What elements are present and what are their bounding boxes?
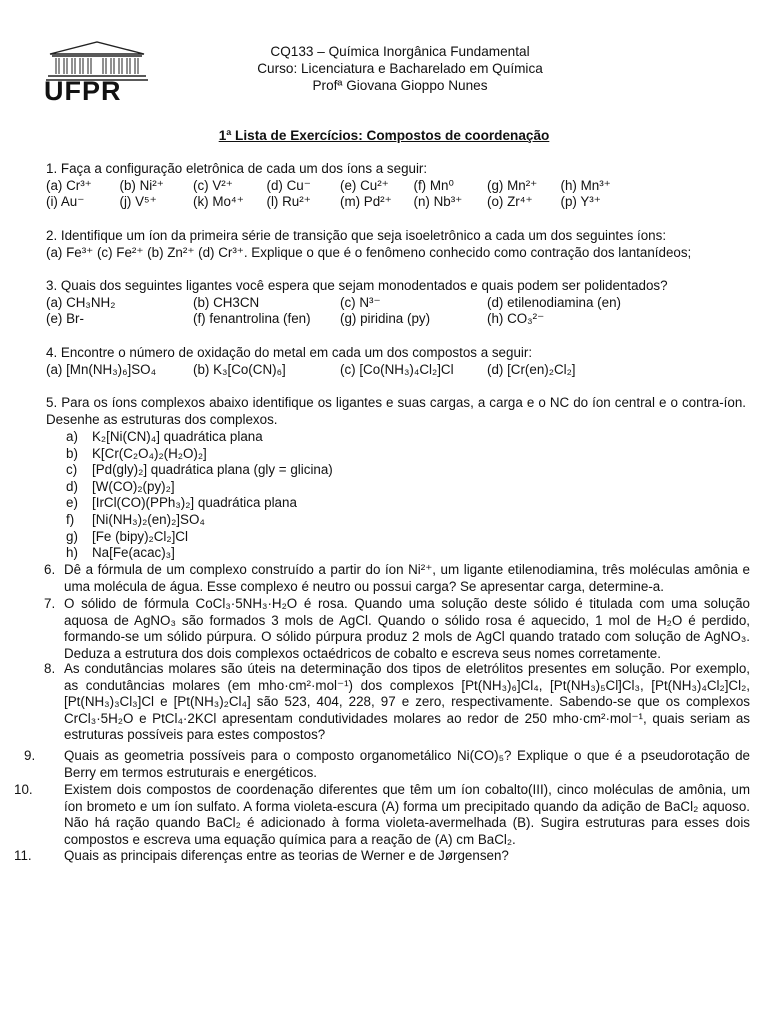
ion-item: (n) Nb³⁺ <box>413 194 463 209</box>
ligand-item: (e) Br- <box>46 311 84 326</box>
question-3 <box>46 278 746 328</box>
question-11 <box>14 848 750 865</box>
ligand-item: (a) CH₃NH₂ <box>46 294 116 310</box>
question-6 <box>44 562 750 595</box>
page-title: 1ª Lista de Exercícios: Compostos de coordenação <box>218 128 550 143</box>
question-10 <box>14 782 750 848</box>
question-number: 11. <box>14 848 32 863</box>
ion-item: (i) Au⁻ <box>46 194 85 209</box>
ligand-item: (g) piridina (py) <box>340 311 431 326</box>
ion-item: (d) Cu⁻ <box>266 177 311 193</box>
ion-row-2 <box>46 194 746 211</box>
compound-item: (d) [Cr(en)₂Cl₂] <box>487 361 576 377</box>
ion-item: (o) Zr⁴⁺ <box>487 194 533 209</box>
question-text: 2. Identifique um íon da primeira série de transição que seja isoeletrônico a cada um dos seguintes íons: <box>46 228 667 243</box>
ion-item: (p) Y³⁺ <box>560 194 601 209</box>
ion-item: (g) Mn²⁺ <box>487 177 538 193</box>
question-number: 9. <box>24 748 36 763</box>
ion-item: (m) Pd²⁺ <box>340 194 392 209</box>
question-text: Quais as geometria possíveis para o composto organometálico Ni(CO)₅? Explique o que é a pseudorotação de Berry em termos estruturais e energéticos. <box>64 748 750 780</box>
list-item: f) [Ni(NH₃)₂(en)₂]SO₄ <box>66 511 205 527</box>
compound-item: (a) [Mn(NH₃)₆]SO₄ <box>46 361 157 377</box>
ligand-item: (c) N³⁻ <box>340 294 381 310</box>
list-item: g) [Fe (bipy)₂Cl₂]Cl <box>66 528 188 544</box>
list-item: d) [W(CO)₂(py)₂] <box>66 478 175 494</box>
question-number: 7. <box>44 596 56 611</box>
question-text: 4. Encontre o número de oxidação do metal em cada um dos compostos a seguir: <box>46 345 533 360</box>
ion-row-1 <box>46 178 746 195</box>
question-number: 10. <box>14 782 33 797</box>
question-4 <box>46 345 746 378</box>
ion-item: (e) Cu²⁺ <box>340 177 389 193</box>
list-item: a) K₂[Ni(CN)₄] quadrática plana <box>66 429 263 444</box>
question-number: 6. <box>44 562 56 577</box>
question-text: 1. Faça a configuração eletrônica de cada um dos íons a seguir: <box>46 161 428 176</box>
question-7 <box>44 596 750 662</box>
compound-item: (c) [Co(NH₃)₄Cl₂]Cl <box>340 361 454 377</box>
ion-item: (k) Mo⁴⁺ <box>193 194 244 209</box>
list-item: e) [IrCl(CO)(PPh₃)₂] quadrática plana <box>66 495 297 511</box>
question-text: O sólido de fórmula CoCl₃·5NH₃·H₂O é rosa. Quando uma solução deste sólido é titulada com uma solução aquosa de AgNO₃ são formados 3 mols de AgCl. Quando o sólido rosa é aquecido, 1 mol de H₂O é perdido, formando-se um sólido púrpura. O sólido púrpura produz 2 mols de AgCl quando tratado com solução de AgNO₃. Deduza a estrutura dos dois complexos octaédricos de cobalto e escreva seus nomes corretamente. <box>64 596 750 661</box>
document-header <box>160 43 640 94</box>
ion-item: (l) Ru²⁺ <box>266 194 311 209</box>
ufpr-logo <box>42 40 152 104</box>
question-subtext: (a) Fe³⁺ (c) Fe²⁺ (b) Zn²⁺ (d) Cr³⁺. Explique o que é o fenômeno conhecido como contração dos lantanídeos; <box>46 244 692 260</box>
list-item: c) [Pd(gly)₂] quadrática plana (gly = glicina) <box>66 462 333 478</box>
question-text: Dê a fórmula de um complexo construído a partir do íon Ni²⁺, um ligante etilenodiamina, três moléculas amônia e uma molécula de água. Esse complexo é neutro ou possui carga? Se apresentar carga, determine-a. <box>64 562 750 594</box>
question-number: 8. <box>44 661 56 676</box>
professor-name: Profª Giovana Gioppo Nunes <box>312 78 488 93</box>
course-code: CQ133 – Química Inorgânica Fundamental <box>270 44 530 59</box>
ion-item: (b) Ni²⁺ <box>119 177 164 193</box>
ion-item: (c) V²⁺ <box>193 177 233 193</box>
question-9 <box>24 748 750 781</box>
question-text: Existem dois compostos de coordenação diferentes que têm um íon cobalto(III), cinco moléculas de amônia, um íon brometo e um íon sulfato. A forma violeta-escura (A) forma um precipitado quando da adição de BaCl₂ aquoso. Não há ração quando BaCl₂ é adicionado à forma violeta-avermelhada (B). Sugira estruturas para esses dois compostos e escreva uma equação química para a reação de (A) cm BaCl₂. <box>64 782 750 847</box>
question-8 <box>44 661 750 744</box>
ion-item: (f) Mn⁰ <box>413 177 454 193</box>
question-text: Quais as principais diferenças entre as teorias de Werner e de Jørgensen? <box>64 848 509 863</box>
ion-item: (a) Cr³⁺ <box>46 177 92 193</box>
question-text: 3. Quais dos seguintes ligantes você espera que sejam monodentados e quais podem ser polidentados? <box>46 278 668 293</box>
logo-text: UFPR <box>44 76 122 106</box>
compound-item: (b) K₃[Co(CN)₆] <box>193 361 286 377</box>
ligand-item: (h) CO₃²⁻ <box>487 311 545 326</box>
question-1 <box>46 161 746 211</box>
question-5 <box>46 395 746 428</box>
question-text: As condutâncias molares são úteis na determinação dos tipos de eletrólitos presentes em solução. Por exemplo, as condutâncias molares (em mho·cm²·mol⁻¹) dos complexos [Pt(NH₃)₆]Cl₄, [Pt(NH₃)₅Cl]Cl₃, [Pt(NH₃)₄Cl₂]Cl₂, [Pt(NH₃)₃Cl₃]Cl e [Pt(NH₃)₂Cl₄] são 523, 404, 228, 97 e zero, respectivamente. Sabendo-se que os complexos CrCl₃·5H₂O e PtCl₄·2KCl apresentam condutividades molares ao redor de 250 mho·cm²·mol⁻¹, quais seriam as estruturas possíveis para estes compostos? <box>64 661 750 743</box>
ion-item: (h) Mn³⁺ <box>560 177 611 193</box>
question-text: 5. Para os íons complexos abaixo identifique os ligantes e suas cargas, a carga e o NC do íon central e o contra-íon. Desenhe as estruturas dos complexos. <box>46 395 746 427</box>
ion-item: (j) V⁵⁺ <box>119 194 157 209</box>
ligand-row-1 <box>46 295 746 312</box>
ligand-item: (d) etilenodiamina (en) <box>487 294 621 310</box>
complex-list <box>66 429 333 562</box>
ligand-item: (b) CH3CN <box>193 294 260 310</box>
compound-row <box>46 362 746 379</box>
ligand-row-2 <box>46 311 746 328</box>
question-2 <box>46 228 746 261</box>
list-item: h) Na[Fe(acac)₃] <box>66 545 175 561</box>
course-name: Curso: Licenciatura e Bacharelado em Química <box>257 61 543 76</box>
list-item: b) K[Cr(C₂O₄)₂(H₂O)₂] <box>66 445 207 461</box>
ligand-item: (f) fenantrolina (fen) <box>193 311 311 326</box>
